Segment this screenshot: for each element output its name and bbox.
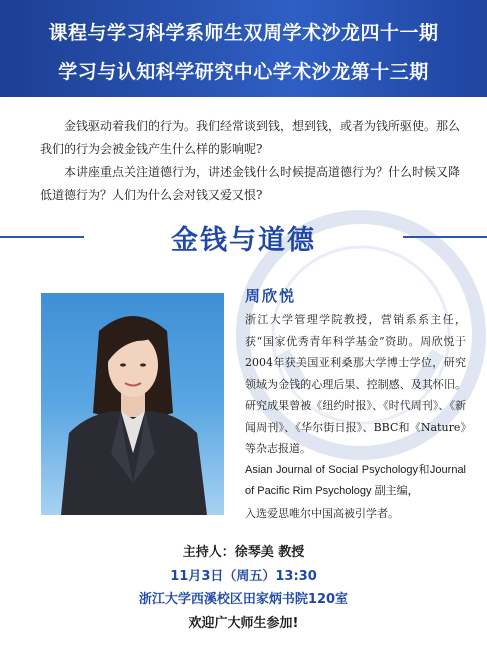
speaker-bio [245,309,466,524]
speaker-name: 周欣悦 [245,287,297,305]
welcome-message: 欢迎广大师生参加! [188,616,299,631]
banner-title-line-1: 课程与学习科学系师生双周学术沙龙四十一期 [48,22,439,44]
banner-title-line-2: 学习与认知科学研究中心学术沙龙第十三期 [58,61,429,83]
event-time: 11月3日（周五）13:30 [170,569,317,584]
speaker-bio-honor: 入选爱思唯尔中国高被引学者。 [245,506,399,520]
host-info: 主持人：徐琴美 教授 [182,545,305,560]
title-divider-right [403,236,487,238]
intro-paragraph-1: 金钱驱动着我们的行为。我们经常谈到钱，想到钱，或者为钱所驱使。那么我们的行为会被金钱产生什么样的影响呢? [40,119,461,156]
header-banner [0,0,487,97]
speaker-bio-english: Asian Journal of Social Psychology和Journal of Pacific Rim Psychology 副主编， [245,463,466,497]
talk-title: 金钱与道德 [171,225,316,256]
event-venue: 浙江大学西溪校区田家炳书院120室 [138,592,349,607]
speaker-portrait [41,293,224,515]
speaker-bio-chinese: 浙江大学管理学院教授，营销系系主任，获“国家优秀青年科学基金”资助。周欣悦于2004年获美国亚利桑那大学博士学位，研究领域为金钱的心理后果、控制感、及其怀旧。研究成果曾被《纽约时报》、《时代周刊》、《新闻周刊》、《华尔街日报》、BBC和《Nature》等杂志报道。 [245,313,466,455]
intro-paragraph-2: 本讲座重点关注道德行为，讲述金钱什么时候提高道德行为？什么时候又降低道德行为？人们为什么会对钱又爱又恨? [40,165,461,202]
speaker-portrait-illustration [41,293,224,515]
